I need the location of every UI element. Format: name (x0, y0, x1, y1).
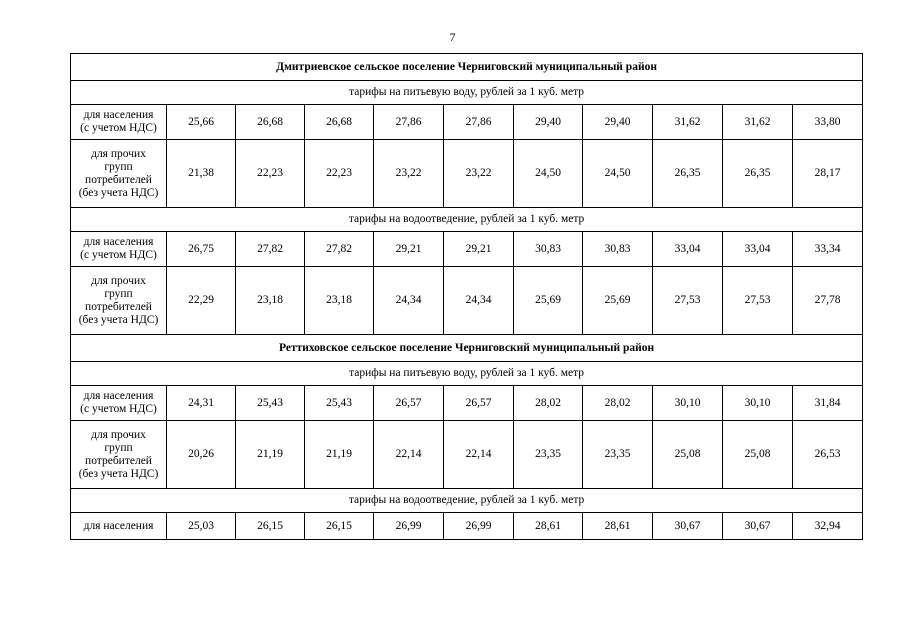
tariff-value-cell: 27,86 (374, 105, 444, 140)
tariff-value-cell: 26,15 (236, 513, 305, 540)
tariff-value-cell: 26,35 (653, 140, 723, 208)
tariff-value-cell: 22,14 (374, 421, 444, 489)
tariff-value-cell: 25,66 (167, 105, 236, 140)
section-header-row (71, 54, 863, 81)
tariff-value-cell: 27,53 (723, 267, 793, 335)
tariff-value-cell: 22,14 (444, 421, 514, 489)
tariff-value-cell: 25,43 (305, 386, 374, 421)
consumer-category-label: для населения (71, 513, 167, 540)
tariff-value-cell: 23,35 (514, 421, 583, 489)
tariff-value-cell: 25,03 (167, 513, 236, 540)
tariff-value-cell: 24,31 (167, 386, 236, 421)
tariff-value-cell: 23,18 (305, 267, 374, 335)
section-header-row (71, 335, 863, 362)
table-row (71, 386, 863, 421)
tariff-value-cell: 21,19 (305, 421, 374, 489)
tariff-value-cell: 25,43 (236, 386, 305, 421)
tariff-value-cell: 33,04 (653, 232, 723, 267)
tariff-value-cell: 25,08 (653, 421, 723, 489)
tariff-value-cell: 21,19 (236, 421, 305, 489)
tariff-value-cell: 30,67 (723, 513, 793, 540)
tariff-value-cell: 26,15 (305, 513, 374, 540)
tariff-value-cell: 27,86 (444, 105, 514, 140)
tariff-value-cell: 25,08 (723, 421, 793, 489)
table-row (71, 140, 863, 208)
tariff-value-cell: 24,50 (583, 140, 653, 208)
tariff-value-cell: 23,22 (444, 140, 514, 208)
tariff-value-cell: 29,21 (374, 232, 444, 267)
tariff-value-cell: 26,35 (723, 140, 793, 208)
table-row (71, 232, 863, 267)
tariff-group-title: тарифы на питьевую воду, рублей за 1 куб. метр (71, 81, 863, 105)
tariff-value-cell: 23,18 (236, 267, 305, 335)
consumer-category-label: для прочих групп потребителей (без учета НДС) (71, 267, 167, 335)
tariff-group-row (71, 208, 863, 232)
tariff-value-cell: 23,22 (374, 140, 444, 208)
tariff-value-cell: 25,69 (514, 267, 583, 335)
tariff-value-cell: 26,68 (236, 105, 305, 140)
tariff-value-cell: 31,84 (793, 386, 863, 421)
tariff-value-cell: 23,35 (583, 421, 653, 489)
tariff-value-cell: 32,94 (793, 513, 863, 540)
tariff-value-cell: 28,02 (514, 386, 583, 421)
tariff-value-cell: 29,21 (444, 232, 514, 267)
tariff-value-cell: 24,34 (374, 267, 444, 335)
tariff-value-cell: 30,83 (583, 232, 653, 267)
tariff-value-cell: 30,10 (653, 386, 723, 421)
tariff-value-cell: 29,40 (514, 105, 583, 140)
tariff-value-cell: 26,57 (374, 386, 444, 421)
tariff-value-cell: 26,75 (167, 232, 236, 267)
tariff-value-cell: 26,99 (374, 513, 444, 540)
table-row (71, 105, 863, 140)
consumer-category-label: для прочих групп потребителей (без учета НДС) (71, 421, 167, 489)
tariff-value-cell: 33,04 (723, 232, 793, 267)
tariff-value-cell: 28,02 (583, 386, 653, 421)
tariff-value-cell: 28,17 (793, 140, 863, 208)
tariff-group-title: тарифы на водоотведение, рублей за 1 куб. метр (71, 208, 863, 232)
tariff-value-cell: 30,10 (723, 386, 793, 421)
settlement-header: Дмитриевское сельское поселение Черниговский муниципальный район (71, 54, 863, 81)
tariff-value-cell: 27,82 (236, 232, 305, 267)
tariff-value-cell: 28,61 (583, 513, 653, 540)
tariff-value-cell: 22,29 (167, 267, 236, 335)
consumer-category-label: для населения (с учетом НДС) (71, 105, 167, 140)
page-number: 7 (449, 30, 456, 44)
tariff-value-cell: 26,68 (305, 105, 374, 140)
tariff-value-cell: 27,82 (305, 232, 374, 267)
tariff-value-cell: 20,26 (167, 421, 236, 489)
tariff-value-cell: 24,50 (514, 140, 583, 208)
tariff-value-cell: 25,69 (583, 267, 653, 335)
tariff-value-cell: 28,61 (514, 513, 583, 540)
tariff-value-cell: 29,40 (583, 105, 653, 140)
tariff-value-cell: 31,62 (723, 105, 793, 140)
tariff-value-cell: 30,83 (514, 232, 583, 267)
tariff-value-cell: 22,23 (236, 140, 305, 208)
tariff-value-cell: 26,53 (793, 421, 863, 489)
table-row (71, 421, 863, 489)
tariff-value-cell: 27,78 (793, 267, 863, 335)
tariff-value-cell: 22,23 (305, 140, 374, 208)
consumer-category-label: для прочих групп потребителей (без учета НДС) (71, 140, 167, 208)
tariff-value-cell: 26,99 (444, 513, 514, 540)
tariff-group-row (71, 489, 863, 513)
settlement-header: Реттиховское сельское поселение Черниговский муниципальный район (71, 335, 863, 362)
tariff-value-cell: 21,38 (167, 140, 236, 208)
tariff-value-cell: 26,57 (444, 386, 514, 421)
table-row (71, 267, 863, 335)
tariff-value-cell: 33,80 (793, 105, 863, 140)
tariff-table (70, 53, 863, 540)
tariff-value-cell: 30,67 (653, 513, 723, 540)
tariff-group-row (71, 362, 863, 386)
consumer-category-label: для населения (с учетом НДС) (71, 386, 167, 421)
table-row (71, 513, 863, 540)
tariff-value-cell: 24,34 (444, 267, 514, 335)
tariff-value-cell: 27,53 (653, 267, 723, 335)
tariff-group-title: тарифы на питьевую воду, рублей за 1 куб. метр (71, 362, 863, 386)
tariff-group-row (71, 81, 863, 105)
tariff-group-title: тарифы на водоотведение, рублей за 1 куб. метр (71, 489, 863, 513)
consumer-category-label: для населения (с учетом НДС) (71, 232, 167, 267)
tariff-value-cell: 31,62 (653, 105, 723, 140)
tariff-value-cell: 33,34 (793, 232, 863, 267)
